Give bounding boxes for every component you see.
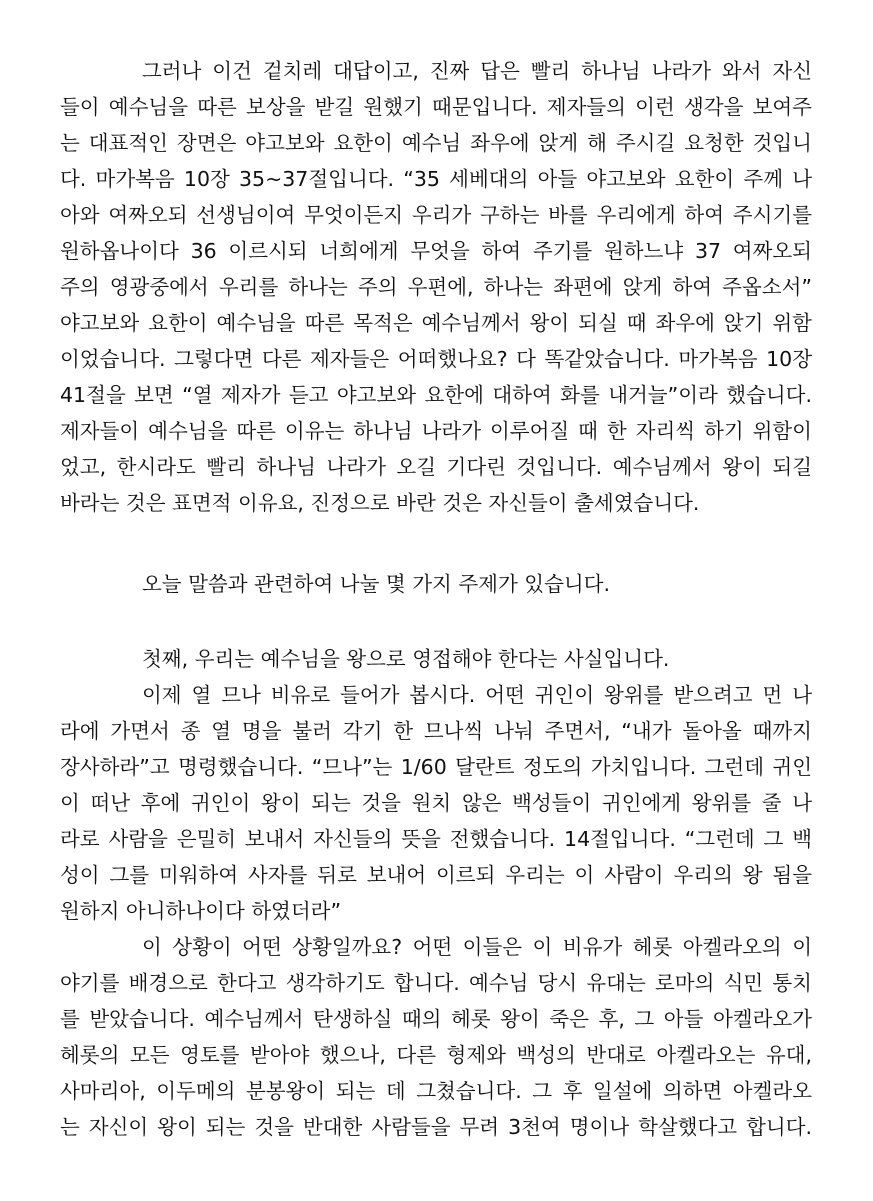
text-line: 다. 마가복음 10장 35~37절입니다. “35 세베대의 아들 야고보와 요한이 주께 나 <box>60 167 812 191</box>
text-line: 를 받았습니다. 예수님께서 탄생하실 때의 헤롯 왕이 죽은 후, 그 아들 아켈라오가 <box>60 1007 812 1031</box>
text-line: 제자들이 예수님을 따른 이유는 하나님 나라가 이루어질 때 한 자리씩 하기 위함이 <box>60 419 812 443</box>
text-line: 아와 여짜오되 선생님이여 무엇이든지 우리가 구하는 바를 우리에게 하여 주시기를 <box>60 203 812 227</box>
text-line: 성이 그를 미워하여 사자를 뒤로 보내어 이르되 우리는 이 사람이 우리의 왕 됨을 <box>60 863 812 887</box>
text-line: 는 대표적인 장면은 야고보와 요한이 예수님 좌우에 앉게 해 주시길 요청한 것입니 <box>60 131 812 155</box>
text-line: 이 상황이 어떤 상황일까요? 어떤 이들은 이 비유가 헤롯 아켈라오의 이 <box>142 935 812 959</box>
text-line: 었고, 한시라도 빨리 하나님 나라가 오길 기다린 것입니다. 예수님께서 왕이 되길 <box>60 455 812 479</box>
text-line: 헤롯의 모든 영토를 받아야 했으나, 다른 형제와 백성의 반대로 아켈라오는 유대, <box>60 1043 812 1067</box>
text-line: 는 자신이 왕이 되는 것을 반대한 사람들을 무려 3천여 명이나 학살했다고 합니다. <box>60 1115 812 1139</box>
text-line: 그러나 이건 겉치레 대답이고, 진짜 답은 빨리 하나님 나라가 와서 자신 <box>142 59 812 83</box>
text-line: 라로 사람을 은밀히 보내서 자신들의 뜻을 전했습니다. 14절입니다. “그런데 그 백 <box>60 827 812 851</box>
text-line: 주의 영광중에서 우리를 하나는 주의 우편에, 하나는 좌편에 앉게 하여 주옵소서” <box>60 275 812 299</box>
text-line: 들이 예수님을 따른 보상을 받길 원했기 때문입니다. 제자들의 이런 생각을 보여주 <box>60 95 812 119</box>
text-line: 이제 열 므나 비유로 들어가 봅시다. 어떤 귀인이 왕위를 받으려고 먼 나 <box>142 683 812 707</box>
text-line: 이었습니다. 그렇다면 다른 제자들은 어떠했나요? 다 똑같았습니다. 마가복음 10장 <box>60 347 812 371</box>
text-line: 장사하라”고 명령했습니다. “므나”는 1/60 달란트 정도의 가치입니다. 그런데 귀인 <box>60 755 812 779</box>
text-line: 첫째, 우리는 예수님을 왕으로 영접해야 한다는 사실입니다. <box>142 647 670 671</box>
text-line: 라에 가면서 종 열 명을 불러 각기 한 므나씩 나눠 주면서, “내가 돌아올 때까지 <box>60 719 812 743</box>
text-line: 야고보와 요한이 예수님을 따른 목적은 예수님께서 왕이 되실 때 좌우에 앉기 위함 <box>60 311 812 335</box>
text-line: 원하지 아니하나이다 하였더라” <box>60 899 342 923</box>
text-line: 바라는 것은 표면적 이유요, 진정으로 바란 것은 자신들이 출세였습니다. <box>60 491 700 515</box>
text-line: 사마리아, 이두메의 분봉왕이 되는 데 그쳤습니다. 그 후 일설에 의하면 아켈라오 <box>60 1079 813 1103</box>
text-line: 야기를 배경으로 한다고 생각하기도 합니다. 예수님 당시 유대는 로마의 식민 통치 <box>60 971 812 995</box>
text-line: 41절을 보면 “열 제자가 듣고 야고보와 요한에 대하여 화를 내거늘”이라 했습니다. <box>60 383 812 407</box>
text-line: 오늘 말씀과 관련하여 나눌 몇 가지 주제가 있습니다. <box>142 572 610 596</box>
text-line: 이 떠난 후에 귀인이 왕이 되는 것을 원치 않은 백성들이 귀인에게 왕위를 줄 나 <box>60 791 812 815</box>
text-line: 원하옵나이다 36 이르시되 너희에게 무엇을 하여 주기를 원하느냐 37 여짜오되 <box>60 239 812 263</box>
